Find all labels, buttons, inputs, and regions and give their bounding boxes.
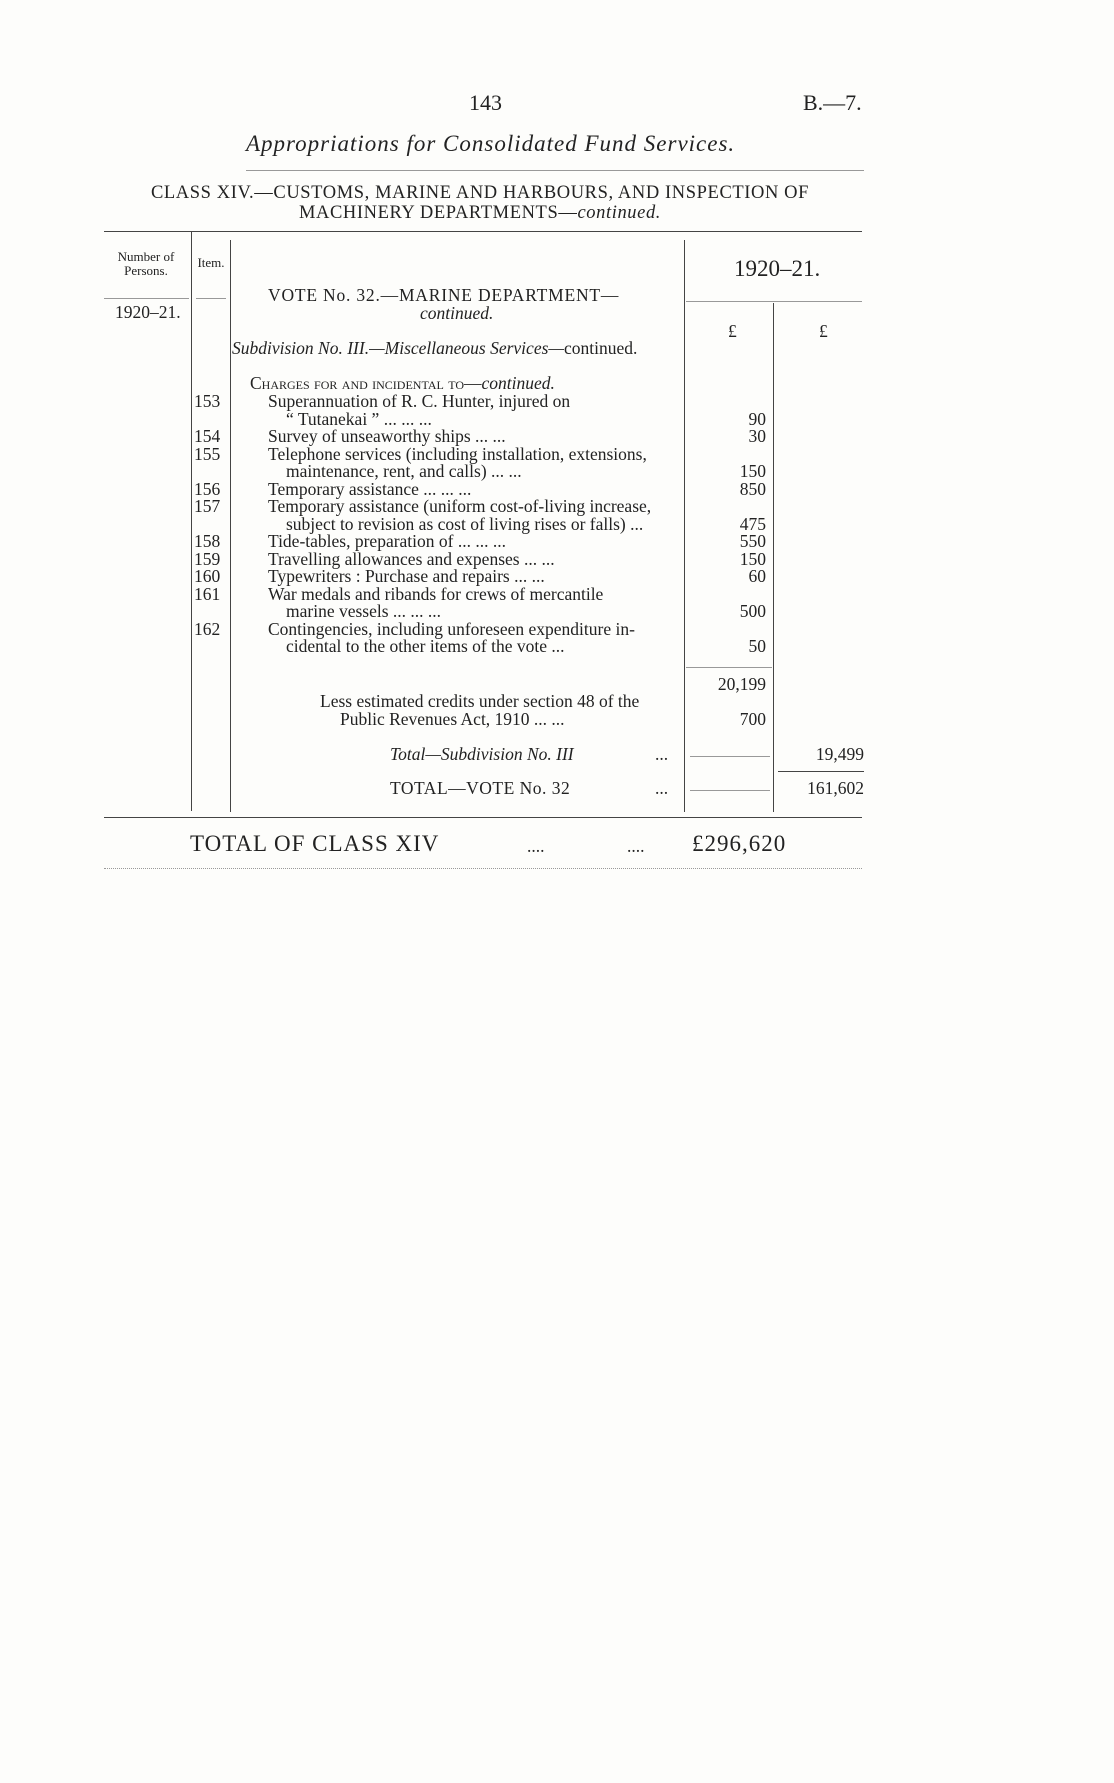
- class-total-label: TOTAL OF CLASS XIV: [190, 831, 440, 856]
- item-description: Typewriters : Purchase and repairs ... ...: [268, 566, 545, 586]
- subtotal-amount: 20,199: [717, 674, 766, 694]
- item-description-continued: “ Tutanekai ” ... ... ...: [286, 408, 432, 429]
- item-description: Tide-tables, preparation of ... ... ...: [268, 531, 506, 551]
- item-number: 155: [194, 443, 221, 464]
- item-description: Superannuation of R. C. Hunter, injured on: [268, 391, 571, 411]
- class-heading-line2: [100, 203, 860, 223]
- item-amount: 475: [739, 513, 766, 534]
- year-header: 1920–21.: [734, 256, 821, 281]
- item-number: 161: [194, 583, 221, 604]
- number-of-persons-header: Number of Persons.: [117, 249, 175, 278]
- item-number: 159: [194, 548, 221, 569]
- item-amount: 60: [748, 566, 766, 586]
- class-heading-continued: continued.: [577, 203, 662, 223]
- item-amount: 550: [739, 531, 766, 551]
- vote-continued: continued.: [420, 303, 494, 323]
- total-subdivision-dots: ...: [655, 744, 669, 764]
- pound-sign-amount: £: [728, 321, 737, 341]
- item-number: 162: [194, 618, 221, 639]
- series-reference: B.—7.: [803, 90, 862, 115]
- subdivision-title: Subdivision No. III.—Miscellaneous Services—: [232, 338, 564, 358]
- item-header: Item.: [197, 255, 225, 270]
- col-divider-item: [230, 240, 231, 812]
- item-description: War medals and ribands for crews of mercantile: [268, 583, 604, 604]
- page-end-rule: [104, 868, 862, 869]
- total-subdivision-label: Total—Subdivision No. III: [390, 744, 574, 764]
- charges-continued: continued.: [481, 373, 555, 393]
- item-number: 158: [194, 531, 221, 551]
- item-description: Telephone services (including installation, extensions,: [268, 443, 647, 464]
- item-description-continued: subject to revision as cost of living rises or falls) ...: [286, 513, 644, 534]
- col-divider-persons: [191, 231, 192, 811]
- item-amount: 90: [748, 408, 766, 429]
- item-description: Contingencies, including unforeseen expenditure in-: [268, 618, 635, 639]
- item-description-continued: maintenance, rent, and calls) ... ...: [286, 461, 522, 481]
- less-credits-amount: 700: [739, 709, 766, 729]
- charges-title: Charges for and incidental to—: [250, 373, 482, 393]
- subdivision-continued: continued.: [563, 338, 638, 358]
- class-heading-line2-main: MACHINERY DEPARTMENTS—: [298, 203, 578, 223]
- item-number: 153: [194, 391, 221, 411]
- table-bottom-rule: [104, 817, 862, 818]
- item-description: Survey of unseaworthy ships ... ...: [268, 426, 506, 446]
- col-divider-amount: [773, 303, 774, 812]
- class-total-amount: £296,620: [692, 831, 787, 856]
- total-vote-rule: [778, 771, 864, 772]
- subdivision-heading: [232, 338, 637, 359]
- less-credits-line2: Public Revenues Act, 1910 ... ...: [340, 709, 565, 729]
- class-total-dots-2: ....: [627, 836, 645, 856]
- vote-title: VOTE No. 32.—MARINE DEPARTMENT—: [268, 285, 620, 305]
- title-rule: [246, 170, 864, 171]
- persons-year-header: 1920–21.: [115, 302, 181, 322]
- item-amount: 150: [739, 461, 766, 481]
- item-description: Travelling allowances and expenses ... ...: [268, 548, 555, 569]
- item-amount: 150: [739, 548, 766, 569]
- class-heading: [100, 183, 860, 223]
- item-amount: 30: [748, 426, 766, 446]
- table-top-rule: [104, 231, 862, 232]
- item-number: 154: [194, 426, 221, 446]
- item-number: 156: [194, 478, 221, 499]
- item-amount: 500: [739, 601, 766, 621]
- total-subdivision-amount: 19,499: [815, 744, 864, 764]
- item-header-rule: [196, 298, 226, 299]
- total-subdivision-dash: [690, 756, 770, 757]
- item-amount: 850: [739, 478, 766, 499]
- item-description-continued: marine vessels ... ... ...: [286, 601, 442, 621]
- total-vote-label: TOTAL—VOTE No. 32: [390, 778, 571, 798]
- item-amount: 50: [748, 636, 766, 656]
- persons-header-rule: [104, 298, 189, 299]
- class-total-dots-1: ....: [527, 836, 545, 856]
- page-title: Appropriations for Consolidated Fund Services.: [246, 131, 736, 156]
- col-divider-description: [684, 240, 685, 812]
- total-vote-dash: [690, 790, 770, 791]
- total-vote-dots: ...: [655, 778, 669, 798]
- page-number: 143: [469, 90, 502, 115]
- less-credits-line1: Less estimated credits under section 48 of the: [320, 691, 640, 711]
- item-description: Temporary assistance (uniform cost-of-living increase,: [268, 496, 652, 516]
- item-description-continued: cidental to the other items of the vote ...: [286, 636, 565, 656]
- year-header-rule: [686, 301, 862, 302]
- pound-sign-total: £: [819, 321, 828, 341]
- subtotal-rule: [686, 667, 772, 668]
- item-number: 160: [194, 566, 221, 586]
- item-description: Temporary assistance ... ... ...: [268, 478, 472, 499]
- total-vote-amount: 161,602: [807, 778, 864, 798]
- item-number: 157: [194, 496, 221, 516]
- class-heading-line1: CLASS XIV.—CUSTOMS, MARINE AND HARBOURS, AND INSPECTION OF: [150, 183, 810, 203]
